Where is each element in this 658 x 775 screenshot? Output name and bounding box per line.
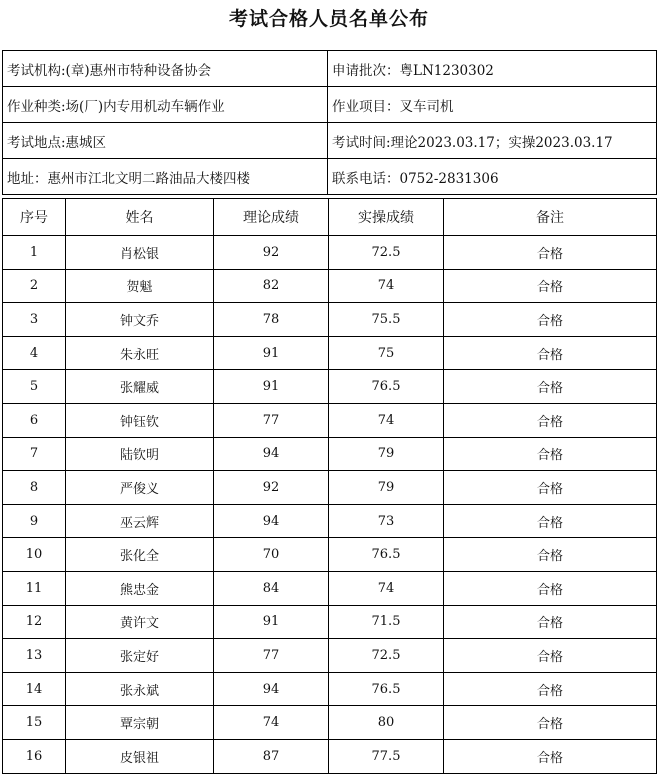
row-practical-score: 76.5 xyxy=(329,370,444,404)
work-item: 作业项目：叉车司机 xyxy=(328,87,657,123)
header-practical-score: 实操成绩 xyxy=(329,199,444,236)
row-practical-score: 71.5 xyxy=(329,605,444,639)
header-name: 姓名 xyxy=(66,199,214,236)
row-theory-score: 92 xyxy=(214,471,329,505)
row-remark: 合格 xyxy=(444,471,657,505)
row-name: 张化全 xyxy=(66,538,214,572)
row-index: 16 xyxy=(3,739,66,773)
row-practical-score: 72.5 xyxy=(329,236,444,270)
row-theory-score: 78 xyxy=(214,303,329,337)
row-theory-score: 94 xyxy=(214,672,329,706)
row-name: 贺魁 xyxy=(66,269,214,303)
row-name: 严俊义 xyxy=(66,471,214,505)
info-row xyxy=(3,51,657,87)
table-row xyxy=(3,403,657,437)
row-theory-score: 91 xyxy=(214,336,329,370)
row-theory-score: 91 xyxy=(214,605,329,639)
header-remark: 备注 xyxy=(444,199,657,236)
exam-location: 考试地点:惠城区 xyxy=(3,123,328,159)
row-practical-score: 75 xyxy=(329,336,444,370)
row-name: 钟钰钦 xyxy=(66,403,214,437)
row-remark: 合格 xyxy=(444,336,657,370)
row-index: 12 xyxy=(3,605,66,639)
row-theory-score: 70 xyxy=(214,538,329,572)
table-row xyxy=(3,538,657,572)
application-batch: 申请批次：粤LN1230302 xyxy=(328,51,657,87)
row-theory-score: 77 xyxy=(214,403,329,437)
header-index: 序号 xyxy=(3,199,66,236)
table-row xyxy=(3,336,657,370)
row-practical-score: 74 xyxy=(329,403,444,437)
info-row xyxy=(3,123,657,159)
table-row xyxy=(3,739,657,773)
row-practical-score: 79 xyxy=(329,437,444,471)
row-remark: 合格 xyxy=(444,538,657,572)
row-name: 巫云辉 xyxy=(66,504,214,538)
row-practical-score: 76.5 xyxy=(329,672,444,706)
row-index: 10 xyxy=(3,538,66,572)
address: 地址：惠州市江北文明二路油品大楼四楼 xyxy=(3,159,328,195)
row-index: 9 xyxy=(3,504,66,538)
row-index: 3 xyxy=(3,303,66,337)
row-practical-score: 72.5 xyxy=(329,639,444,673)
info-row xyxy=(3,87,657,123)
row-index: 6 xyxy=(3,403,66,437)
row-remark: 合格 xyxy=(444,370,657,404)
row-theory-score: 77 xyxy=(214,639,329,673)
table-header-row xyxy=(3,199,657,236)
row-index: 11 xyxy=(3,571,66,605)
row-remark: 合格 xyxy=(444,504,657,538)
row-remark: 合格 xyxy=(444,739,657,773)
table-row xyxy=(3,269,657,303)
row-remark: 合格 xyxy=(444,269,657,303)
row-name: 皮银祖 xyxy=(66,739,214,773)
row-theory-score: 91 xyxy=(214,370,329,404)
table-row xyxy=(3,471,657,505)
row-remark: 合格 xyxy=(444,303,657,337)
contact-phone: 联系电话：0752-2831306 xyxy=(328,159,657,195)
row-practical-score: 79 xyxy=(329,471,444,505)
row-index: 4 xyxy=(3,336,66,370)
row-name: 陆钦明 xyxy=(66,437,214,471)
qualified-list-table xyxy=(2,198,657,774)
row-practical-score: 76.5 xyxy=(329,538,444,572)
row-remark: 合格 xyxy=(444,672,657,706)
row-name: 张永斌 xyxy=(66,672,214,706)
row-index: 7 xyxy=(3,437,66,471)
row-name: 黄许文 xyxy=(66,605,214,639)
exam-time: 考试时间:理论2023.03.17；实操2023.03.17 xyxy=(328,123,657,159)
row-remark: 合格 xyxy=(444,236,657,270)
row-remark: 合格 xyxy=(444,639,657,673)
row-practical-score: 75.5 xyxy=(329,303,444,337)
row-theory-score: 82 xyxy=(214,269,329,303)
row-index: 1 xyxy=(3,236,66,270)
row-theory-score: 87 xyxy=(214,739,329,773)
work-category: 作业种类:场(厂)内专用机动车辆作业 xyxy=(3,87,328,123)
table-row xyxy=(3,639,657,673)
row-index: 14 xyxy=(3,672,66,706)
row-index: 2 xyxy=(3,269,66,303)
row-practical-score: 77.5 xyxy=(329,739,444,773)
table-row xyxy=(3,504,657,538)
table-row xyxy=(3,236,657,270)
row-remark: 合格 xyxy=(444,605,657,639)
row-name: 张定好 xyxy=(66,639,214,673)
info-row xyxy=(3,159,657,195)
table-row xyxy=(3,437,657,471)
row-name: 熊忠金 xyxy=(66,571,214,605)
row-name: 肖松银 xyxy=(66,236,214,270)
table-row xyxy=(3,571,657,605)
row-practical-score: 74 xyxy=(329,269,444,303)
header-theory-score: 理论成绩 xyxy=(214,199,329,236)
row-remark: 合格 xyxy=(444,571,657,605)
table-row xyxy=(3,370,657,404)
row-index: 13 xyxy=(3,639,66,673)
row-name: 张耀威 xyxy=(66,370,214,404)
row-practical-score: 80 xyxy=(329,706,444,740)
row-theory-score: 92 xyxy=(214,236,329,270)
table-row xyxy=(3,605,657,639)
page-title: 考试合格人员名单公布 xyxy=(228,8,429,30)
row-name: 钟文乔 xyxy=(66,303,214,337)
row-index: 8 xyxy=(3,471,66,505)
row-index: 15 xyxy=(3,706,66,740)
row-theory-score: 74 xyxy=(214,706,329,740)
row-remark: 合格 xyxy=(444,437,657,471)
row-name: 覃宗朝 xyxy=(66,706,214,740)
table-row xyxy=(3,303,657,337)
row-index: 5 xyxy=(3,370,66,404)
exam-org: 考试机构:(章)惠州市特种设备协会 xyxy=(3,51,328,87)
row-name: 朱永旺 xyxy=(66,336,214,370)
row-practical-score: 73 xyxy=(329,504,444,538)
row-remark: 合格 xyxy=(444,706,657,740)
table-row xyxy=(3,706,657,740)
row-practical-score: 74 xyxy=(329,571,444,605)
exam-info-table xyxy=(2,50,657,195)
row-remark: 合格 xyxy=(444,403,657,437)
row-theory-score: 94 xyxy=(214,504,329,538)
table-row xyxy=(3,672,657,706)
row-theory-score: 84 xyxy=(214,571,329,605)
row-theory-score: 94 xyxy=(214,437,329,471)
